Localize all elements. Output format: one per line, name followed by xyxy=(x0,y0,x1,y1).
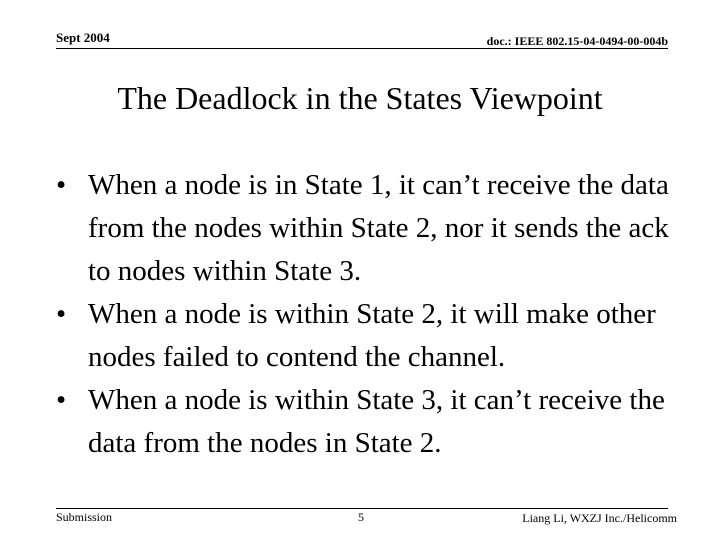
slide-title: The Deadlock in the States Viewpoint xyxy=(117,80,603,116)
bullet-text: When a node is within State 3, it can’t receive the data from the nodes in State 2. xyxy=(88,384,665,459)
footer-divider xyxy=(56,508,668,509)
bullet-item xyxy=(56,293,676,379)
header-doc-id: doc.: IEEE 802.15-04-0494-00-004b xyxy=(486,34,668,48)
bullet-dot-icon: • xyxy=(56,169,67,201)
bullet-list xyxy=(56,164,676,465)
bullet-dot-icon: • xyxy=(56,384,67,416)
bullet-text: When a node is in State 1, it can’t receive the data from the nodes within State 2, nor it sends the ack to nodes within State 3. xyxy=(88,169,669,287)
header-date: Sept 2004 xyxy=(56,30,110,45)
bullet-text: When a node is within State 2, it will make other nodes failed to contend the channel. xyxy=(88,298,656,373)
bullet-dot-icon: • xyxy=(56,298,67,330)
footer-submission: Submission xyxy=(56,510,113,524)
header-divider xyxy=(56,48,668,49)
footer-page-number: 5 xyxy=(358,510,364,524)
bullet-item xyxy=(56,379,676,465)
footer-author: Liang Li, WXZJ Inc./Helicomm xyxy=(522,511,677,525)
bullet-item xyxy=(56,164,676,293)
